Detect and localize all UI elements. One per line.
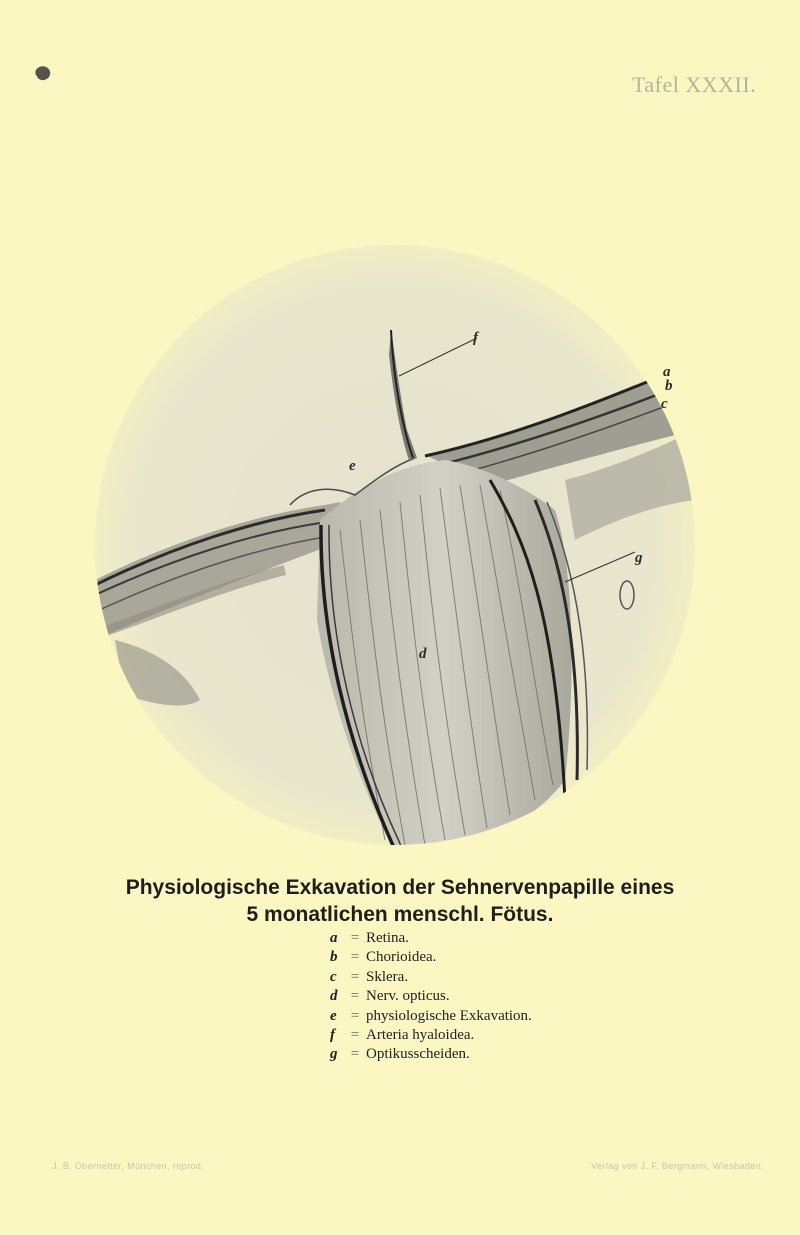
legend-equals: = bbox=[350, 988, 360, 1005]
legend-equals: = bbox=[350, 968, 360, 985]
label-a: a bbox=[663, 364, 671, 380]
legend-letter: e bbox=[330, 1007, 337, 1024]
caption-title-line1: Physiologische Exkavation der Sehnervenpapille eines bbox=[125, 876, 675, 899]
legend-equals: = bbox=[350, 1007, 360, 1024]
label-c: c bbox=[661, 396, 668, 412]
legend bbox=[330, 930, 532, 1066]
legend-text: Retina. bbox=[366, 930, 409, 946]
legend-row bbox=[330, 1046, 532, 1065]
legend-row bbox=[330, 988, 532, 1007]
label-e: e bbox=[349, 458, 356, 474]
legend-row bbox=[330, 949, 532, 968]
label-f: f bbox=[473, 330, 478, 346]
label-g: g bbox=[635, 550, 643, 566]
legend-row bbox=[330, 1008, 532, 1027]
legend-letter: d bbox=[330, 988, 338, 1005]
legend-row bbox=[330, 930, 532, 949]
legend-text: Arteria hyaloidea. bbox=[366, 1026, 475, 1043]
imprint-reproducer: J. B. Obernetter, München, reprod. bbox=[52, 1161, 205, 1171]
histology-illustration bbox=[95, 240, 695, 850]
legend-letter: f bbox=[330, 1026, 335, 1043]
legend-text: Chorioidea. bbox=[366, 949, 437, 966]
legend-equals: = bbox=[350, 1046, 360, 1063]
legend-row bbox=[330, 1027, 532, 1046]
page-smudge bbox=[33, 63, 52, 82]
histology-figure bbox=[95, 240, 695, 850]
label-d: d bbox=[419, 646, 427, 662]
legend-letter: c bbox=[330, 968, 337, 985]
legend-equals: = bbox=[350, 949, 360, 966]
legend-letter: a bbox=[330, 930, 338, 946]
legend-equals: = bbox=[350, 1026, 360, 1043]
plate-number: Tafel XXXII. bbox=[632, 72, 757, 97]
legend-text: physiologische Exkavation. bbox=[366, 1007, 532, 1024]
legend-text: Sklera. bbox=[366, 968, 409, 985]
legend-letter: b bbox=[330, 949, 338, 966]
legend-letter: g bbox=[330, 1046, 338, 1063]
caption-title-line2: 5 monatlichen menschl. Fötus. bbox=[246, 903, 554, 926]
legend-equals: = bbox=[350, 930, 360, 946]
legend-text: Nerv. opticus. bbox=[366, 988, 450, 1005]
legend-text: Optikusscheiden. bbox=[366, 1046, 470, 1063]
legend-row bbox=[330, 969, 532, 988]
imprint-publisher: Verlag von J. F. Bergmann, Wiesbaden. bbox=[591, 1161, 764, 1171]
label-b: b bbox=[665, 378, 673, 394]
